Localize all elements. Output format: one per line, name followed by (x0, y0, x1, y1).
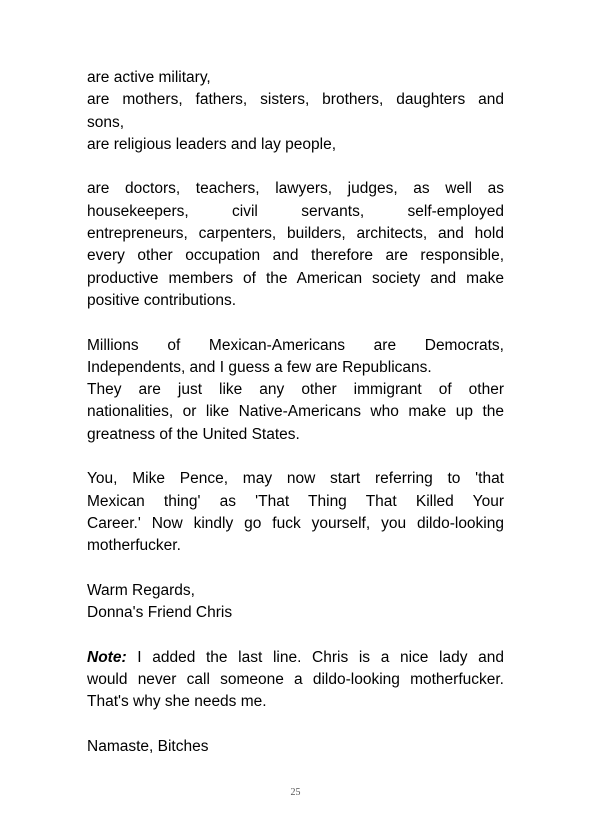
closing-line: Namaste, Bitches (87, 737, 209, 755)
note-label: Note: (87, 648, 127, 666)
text-line: are active military, (87, 69, 211, 86)
paragraph-closing (87, 736, 504, 758)
paragraph-pence (87, 468, 504, 557)
text-line: are religious leaders and lay people, (87, 135, 337, 153)
page-number: 25 (290, 787, 301, 798)
text-line: positive contributions. (87, 291, 237, 309)
text-line: That's why she needs me. (87, 693, 267, 711)
text-line: entrepreneurs, carpenters, builders, architects, and hold (87, 225, 504, 243)
text-line: They are just like any other immigrant of other (87, 381, 504, 399)
body-text (87, 67, 504, 781)
text-line: are doctors, teachers, lawyers, judges, as well as (87, 180, 504, 198)
text-line: every other occupation and therefore are responsible, (87, 247, 504, 265)
text-line: Donna's Friend Chris (87, 604, 233, 622)
text-line: nationalities, or like Native-Americans who make up the (87, 403, 504, 421)
text-line: would never call someone a dildo-looking motherfucker. (87, 671, 504, 689)
note-first-line (87, 647, 504, 669)
text-line: sons, (87, 113, 125, 131)
text-line: Warm Regards, (87, 581, 195, 599)
text-line: Career.' Now kindly go fuck yourself, you dildo-looking (87, 514, 504, 532)
text-line: housekeepers, civil servants, self-employed (87, 202, 504, 220)
text-line: Mexican thing' as 'That Thing That Killed Your (87, 492, 504, 510)
text-line: productive members of the American society and make (87, 269, 504, 287)
text-line: are mothers, fathers, sisters, brothers, daughters and (87, 91, 504, 109)
text-line: You, Mike Pence, may now start referring to 'that (87, 470, 504, 488)
text-line: Millions of Mexican-Americans are Democrats, (87, 336, 504, 354)
text-line: Independents, and I guess a few are Republicans. (87, 358, 432, 376)
paragraph-military-family-religious (87, 67, 504, 156)
text-line: greatness of the United States. (87, 425, 300, 443)
paragraph-note (87, 647, 504, 714)
paragraph-signoff (87, 580, 504, 625)
paragraph-political (87, 335, 504, 446)
paragraph-occupations (87, 178, 504, 312)
note-text: I added the last line. Chris is a nice lady and (126, 648, 504, 666)
text-line: motherfucker. (87, 537, 181, 555)
